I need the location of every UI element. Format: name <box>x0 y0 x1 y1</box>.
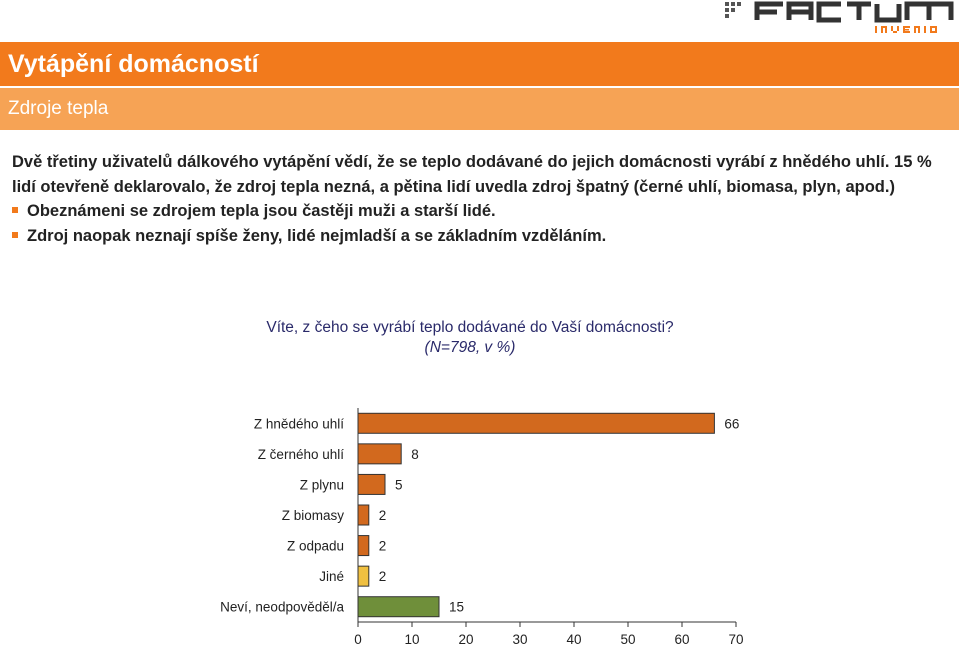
bullet-square-icon <box>12 207 18 213</box>
x-tick-label: 20 <box>458 632 474 647</box>
x-tick-label: 10 <box>404 632 420 647</box>
bar <box>358 444 401 464</box>
category-label: Jiné <box>319 569 344 585</box>
x-tick-label: 70 <box>728 632 744 647</box>
data-label: 5 <box>395 477 403 493</box>
chart-title-block <box>240 318 700 358</box>
summary-paragraph: Dvě třetiny uživatelů dálkového vytápění vědí, že se teplo dodávané do jejich domácnosti vyrábí z hnědého uhlí. 15 % lidí otevřeně deklarovalo, že zdroj tepla nezná, a pětina lidí uvedla zdroj špatný (černé uhlí, biomasa, plyn, apod.) <box>12 153 932 196</box>
factum-invenio-logo <box>725 0 955 34</box>
bar <box>358 597 439 617</box>
section-subtitle: Zdroje tepla <box>0 88 959 130</box>
summary-bullet-text: Obeznámeni se zdrojem tepla jsou častěji muži a starší lidé. <box>27 202 496 220</box>
data-label: 15 <box>449 599 465 615</box>
x-tick-label: 30 <box>512 632 528 647</box>
bullet-square-icon <box>12 232 18 238</box>
category-label: Z plynu <box>299 477 344 493</box>
data-label: 66 <box>724 416 740 432</box>
bar <box>358 413 714 433</box>
summary-bullet-text: Zdroj naopak neznají spíše ženy, lidé nejmladší a se základním vzděláním. <box>27 226 607 245</box>
data-label: 8 <box>411 446 419 462</box>
chart-title: Víte, z čeho se vyrábí teplo dodávané do Vaší domácnosti? <box>266 319 674 336</box>
bar <box>358 536 369 556</box>
category-label: Z biomasy <box>281 508 344 523</box>
bar <box>358 566 369 586</box>
summary-text <box>12 150 952 248</box>
x-tick-label: 50 <box>620 632 636 647</box>
category-label: Z hnědého uhlí <box>253 416 344 432</box>
category-label: Neví, neodpověděl/a <box>220 599 344 615</box>
category-label: Z černého uhlí <box>257 446 344 462</box>
category-label: Z odpadu <box>286 538 344 554</box>
summary-bullet <box>12 224 952 249</box>
bar <box>358 505 369 525</box>
page-title: Vytápění domácností <box>0 42 959 86</box>
chart-subtitle: (N=798, v %) <box>424 339 516 356</box>
data-label: 2 <box>378 508 387 523</box>
data-label: 2 <box>378 569 387 585</box>
summary-bullet <box>12 199 952 224</box>
x-tick-label: 0 <box>354 632 362 647</box>
horizontal-bar-chart <box>0 400 959 648</box>
x-tick-label: 60 <box>674 632 690 647</box>
x-tick-label: 40 <box>566 632 582 647</box>
bar <box>358 474 385 494</box>
data-label: 2 <box>378 538 387 554</box>
